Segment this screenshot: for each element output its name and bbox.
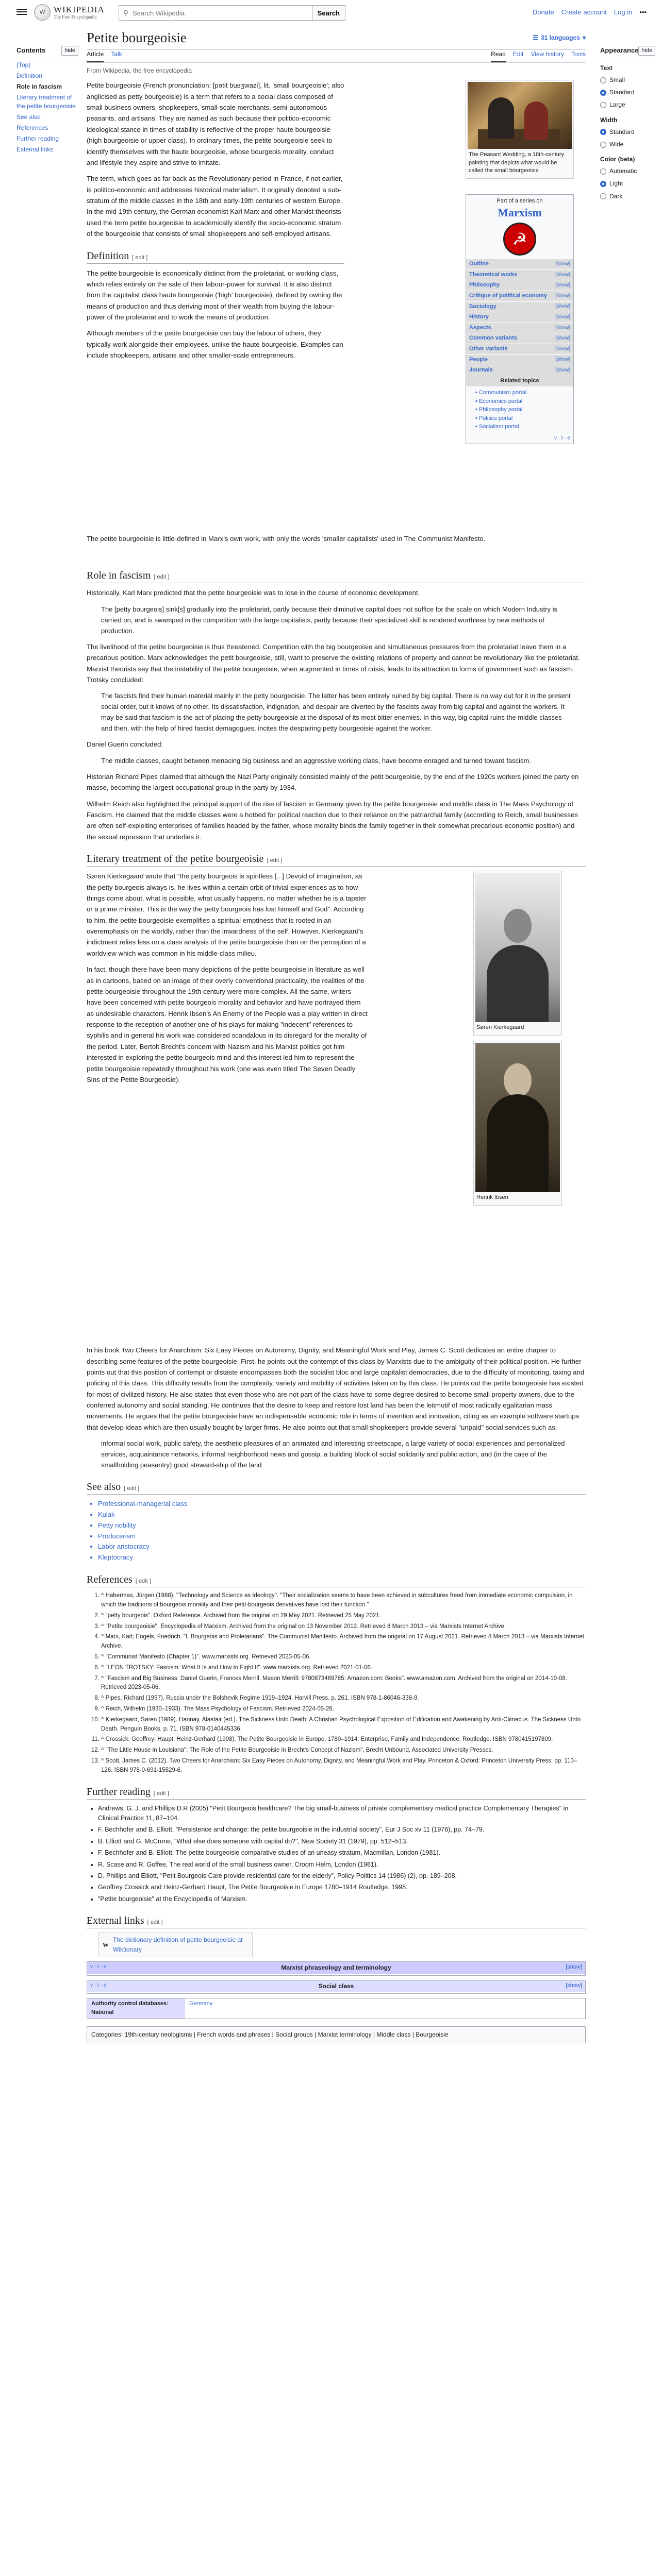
further-reading-item: • B. Elliott and G. McCrone, "What else does someone with capital do?", New Society 31 (1979), pp. 512–513.	[98, 1837, 586, 1846]
text-size-options	[600, 75, 652, 110]
series-label: Part of a series on	[496, 198, 543, 205]
reference-item: 6. ^ "LEON TROTSKY: Fascism: What It Is and How to Fight It". www.marxists.org. Retrieved 2021-01-06.	[101, 1664, 586, 1673]
further-reading-item: • "Petite bourgeoisie" at the Encyclopedia of Marxism.	[98, 1894, 586, 1904]
see-also-heading-text: See also	[87, 1481, 121, 1493]
intro-paragraph-2: The term, which goes as far back as the Revolutionary period in France, if not earlier, is politico-economic and addresses historical materialism. It originally denoted a sub-stratum of the middle classes in the 18th and early-19th centuries of western Europe. In the mid-19th century, the German economist Karl Marx and other Marxist theorists used the term petite bourgeoisie to academically identify the socio-economic stratum of the bourgeoisie that consists of small shopkeepers and self-employed artisans.	[87, 175, 343, 238]
fascism-heading-text: Role in fascism	[87, 570, 151, 582]
portal-link[interactable]: ▪ Economics portal	[475, 398, 523, 404]
appearance-title: Appearance	[600, 46, 639, 54]
create-account-link[interactable]: Create account	[561, 8, 607, 16]
navbox-title-row	[87, 1980, 585, 1993]
appearance-option[interactable]	[600, 127, 652, 137]
painting-figure	[466, 80, 574, 179]
reference-item: 11. ^ Crossick, Geoffrey; Haupt, Heinz-Gerhard (1998). The Petite Bourgeoisie in Europe, 1780–1914: Enterprise, Family and Independence. Routledge. ISBN 9780415197809.	[101, 1735, 586, 1744]
further-reading-heading	[87, 1785, 586, 1800]
navbox-title[interactable]: Social class	[318, 1982, 354, 1990]
navbox-vte[interactable]: v · t · e	[90, 1982, 107, 1988]
option-label: Small	[609, 76, 625, 83]
option-label: Standard	[609, 89, 635, 96]
see-also-item[interactable]: • Labor aristocracy	[98, 1541, 586, 1552]
see-also-item[interactable]: • Petty nobility	[98, 1520, 586, 1531]
wiktionary-icon: W	[103, 1941, 109, 1948]
toc-item[interactable]: References	[16, 124, 48, 131]
authority-control-navbox	[87, 1998, 586, 2019]
see-also-item[interactable]: • Producerism	[98, 1531, 586, 1542]
marxism-row-show[interactable]: [show]	[555, 357, 570, 363]
literary-paragraph-2: In fact, though there have been many depictions of the petite bourgeoisie in literature as well as in cartoons, based on an image of their overly conventional practicality, the realities of the petite bourgeoisie throughout the 19th century were more complex. All the same, writers have been concerned with petite bourgeois morality and behavior and have portrayed them as undesirable characters. Henrik Ibsen's An Enemy of the People was a play written in direct response to the reception of another one of his plays for making "indecent" references to syphilis and in general his work was considered scandalous in its disregard for the morality of the period. Later, Bertolt Brecht's concern with Nazism and his Marxist politics got him interested in exploring the petite bourgeois mind and this interest led him to represent the petite bourgeoisie repeatedly throughout his work (one was even titled The Seven Deadly Sins of the Petite Bourgeoisie).	[87, 965, 368, 1083]
wikipedia-logo[interactable]	[34, 4, 105, 21]
toc-item[interactable]: (Top)	[16, 61, 31, 69]
see-also-item[interactable]: • Kulak	[98, 1510, 586, 1520]
search-button[interactable]: Search	[312, 5, 345, 21]
fascism-paragraph-5: Wilhelm Reich also highlighted the principal support of the rise of fascism in Germany given by the petite bourgeoisie and middle class in The Mass Psychology of Fascism. He claimed that the middle classes were a hotbed for political reaction due to their reliance on the patriarchal family (according to Reich, small businesses are often self-exploiting enterprises of families headed by the father, whose morality binds the family together in their somewhat precarious economic position) and the sexual repression that underlies it.	[87, 800, 578, 841]
tab-view-history[interactable]: View history	[531, 50, 564, 58]
radio-button[interactable]	[600, 129, 606, 135]
marxism-row[interactable]	[466, 365, 573, 376]
definition-heading-text: Definition	[87, 250, 129, 262]
radio-button[interactable]	[600, 77, 606, 83]
radio-button[interactable]	[600, 168, 606, 175]
option-label: Standard	[609, 128, 635, 135]
site-header	[0, 0, 662, 26]
toc-item[interactable]: Literary treatment of the petite bourgeoisie	[16, 94, 76, 110]
radio-button[interactable]	[600, 90, 606, 96]
marxism-row-label[interactable]: Journals	[469, 367, 493, 374]
reference-item: 9. ^ Reich, Wilhelm (1930–1933). The Mass Psychology of Fascism. Retrieved 2024-05-26.	[101, 1705, 586, 1714]
search-box	[119, 5, 345, 21]
marxism-row[interactable]	[466, 301, 573, 312]
radio-button[interactable]	[600, 142, 606, 148]
chevron-down-icon: ▾	[582, 33, 586, 41]
further-reading-item: • Andrews, G. J. and Phillips D.R (2005) "Petit Bourgeois healthcare? The big small-business of private complementary medical practice Complementary Therapies" in Clinical Practice 11, 87–104.	[98, 1804, 586, 1824]
marxism-row-label[interactable]: Other variants	[469, 346, 508, 352]
appearance-hide-button[interactable]: hide	[638, 46, 655, 56]
user-links	[533, 7, 647, 18]
reference-item: 12. ^ "The Little House in Louisiana": The Role of the Petite Bourgeoisie in Brecht's Concept of Nazism", Brecht Unbound, Associated University Presses.	[101, 1746, 586, 1755]
portal-link[interactable]: ▪ Socialism portal	[475, 423, 519, 430]
search-icon: ⚲	[123, 8, 129, 17]
reference-item: 5. ^ "Communist Manifesto (Chapter 1)". www.marxists.org. Retrieved 2023-05-06.	[101, 1653, 586, 1662]
reference-item: 8. ^ Pipes, Richard (1997). Russia under the Bolshevik Regime 1919–1924. Harvill Press. p. 261. ISBN 978-1-86046-338-9.	[101, 1694, 586, 1703]
logo-wordmark: WIKIPEDIA	[54, 5, 105, 14]
page-title-text: Petite bourgeoisie	[87, 30, 187, 45]
literary-paragraph-1: Søren Kierkegaard wrote that "the petty bourgeois is spiritless [...] Devoid of imagination, as the petty bourgeois always is, he lives within a certain orbit of trivial experiences as to how things come about, what is possible, what usually happens, no matter whether he is a tapster or a prime minister. This is the way the petty bourgeois has lost himself and God". According to him, the petite bourgeoisie exemplifies a spiritual emptiness that is rooted in an overemphasis on the worldly, rather than the inwardness of the self. However, Kierkegaard's indictment relies less on a class analysis of the petite bourgeoisie than on the perception of a worldview which was common in his middle-class milieu.	[87, 872, 367, 957]
marxism-row-show[interactable]: [show]	[555, 367, 570, 373]
peasant-wedding-painting[interactable]	[468, 82, 572, 149]
marxism-row-label[interactable]: History	[469, 314, 489, 320]
edit-definition-link[interactable]: [ edit ]	[132, 254, 148, 261]
reference-item: 3. ^ "Petite bourgeoisie". Encyclopedia of Marxism. Archived from the original on 13 November 2012. Retrieved 8 March 2013 – via Marxists Internet Archive.	[101, 1622, 586, 1632]
navbox-show-button[interactable]: [show]	[566, 1964, 582, 1971]
navbox-title-row	[87, 1962, 585, 1975]
option-label: Large	[609, 101, 625, 109]
color-title: Color (beta)	[600, 156, 635, 163]
page-title	[87, 27, 586, 49]
appearance-option[interactable]	[600, 140, 652, 149]
category-links[interactable]: Categories: 19th-century neologisms | French words and phrases | Social groups | Marxist terminology | Middle class | Bourgeoisie	[87, 2026, 586, 2043]
kierkegaard-caption: Søren Kierkegaard	[476, 1024, 524, 1031]
edit-fascism-link[interactable]: [ edit ]	[154, 574, 170, 581]
navbox-vte-links[interactable]: v · t · e	[554, 435, 570, 441]
translate-icon: ☰	[533, 33, 538, 41]
navbox-vte[interactable]: v · t · e	[90, 1964, 107, 1970]
tab-tools[interactable]: Tools	[571, 50, 586, 58]
toc-item[interactable]: Definition	[16, 72, 43, 79]
intro-paragraph-1: Petite bourgeoisie (French pronunciation: [pətit buʁʒwazi], lit. 'small bourgeoisie'; also anglicised as petty bourgeoisie) is a term that refers to a social class composed of small business owners, shopkeepers, small-scale merchants, semi-autonomous peasants, and artisans. They are named as such because their politico-economic ideological stance in times of stability is reflective of the proper haute bourgeoisie (high bourgeoisie or upper class). In ordinary times, the petite bourgeoisie seek to identify themselves with the haute bourgeoisie, whose bourgeois morality, conduct and lifestyle they aspire and strive to imitate.	[87, 81, 344, 166]
tagline: From Wikipedia, the free encyclopedia	[87, 67, 192, 75]
appearance-option[interactable]	[600, 100, 652, 110]
fascism-paragraph-4: Historian Richard Pipes claimed that although the Nazi Party originally consisted mainly of the petit bourgeoisie, by the end of the 1920s workers joined the party en masse, becoming the largest occupational group in the party by 1934.	[87, 772, 579, 792]
donate-link[interactable]: Donate	[532, 8, 554, 16]
tab-read[interactable]: Read	[491, 49, 506, 62]
marxist-terminology-navbox	[87, 1961, 586, 1975]
appearance-option[interactable]	[600, 192, 652, 201]
marxism-row-show[interactable]: [show]	[555, 293, 570, 299]
definition-heading	[87, 249, 344, 264]
marxism-row[interactable]	[466, 291, 573, 301]
portal-link[interactable]: ▪ Communism portal	[475, 389, 527, 396]
hammer-sickle-icon: ☭	[503, 223, 536, 256]
toc-item[interactable]: Further reading	[16, 135, 59, 143]
marxism-row-show[interactable]: [show]	[555, 261, 570, 267]
tab-edit[interactable]: Edit	[512, 50, 524, 58]
language-button[interactable]	[533, 34, 586, 42]
marxism-row[interactable]	[466, 323, 573, 333]
toc-title: Contents	[16, 46, 46, 54]
marxism-row-label[interactable]: Theoretical works	[469, 271, 518, 278]
table-of-contents	[16, 45, 78, 156]
see-also-item[interactable]: • Kleptocracy	[98, 1552, 586, 1563]
tab-talk[interactable]: Talk	[111, 50, 122, 58]
logo-tagline: The Free Encyclopedia	[54, 14, 97, 20]
marxism-row-show[interactable]: [show]	[555, 314, 570, 320]
toc-hide-button[interactable]: hide	[61, 46, 78, 56]
series-title[interactable]: Marxism	[498, 206, 542, 219]
more-options-button[interactable]: •••	[639, 8, 647, 16]
option-label: Automatic	[609, 167, 637, 175]
marxism-row[interactable]	[466, 354, 573, 365]
ibsen-portrait[interactable]	[475, 1043, 560, 1192]
appearance-option[interactable]	[600, 88, 652, 97]
edit-literary-link[interactable]: [ edit ]	[267, 857, 283, 864]
edit-references-link[interactable]: [ edit ]	[135, 1578, 151, 1585]
literary-heading-text: Literary treatment of the petite bourgeoisie	[87, 853, 264, 865]
fascism-paragraph-2: The livelihood of the petite bourgeoisie is thus threatened. Competition with the big bourgeoisie and simultaneous pressures from the proletariat leave them in a precarious position. Marx acknowledges the petit bourgeoisie, still, want to preserve the existing relations of property and cannot be revolutionary like the proletariat. Marxist theorists say that the instability of the petite bourgeoisie, when augmented in times of crisis, leads to its attraction to forms of government such as fascism. Trotsky concluded:	[87, 642, 580, 684]
marxism-row-label[interactable]: Aspects	[469, 324, 491, 331]
further-reading-list	[98, 1804, 586, 1904]
search-input[interactable]	[133, 6, 312, 20]
wiktionary-link[interactable]: The dictionary definition of petite bourgeoisie at Wiktionary	[113, 1936, 243, 1954]
further-reading-item: • R. Scase and R. Goffee, The real world of the small business owner, Croom Helm, London (1981).	[98, 1860, 586, 1870]
reference-list	[101, 1591, 586, 1775]
wiktionary-box	[98, 1933, 253, 1957]
see-also-item[interactable]: • Professional-managerial class	[98, 1499, 586, 1510]
width-options	[600, 127, 652, 149]
further-reading-item: • F. Bechhofer and B. Elliott: The petite bourgeoisie comparative studies of an uneasy stratum, Macmillan, London (1981).	[98, 1848, 586, 1858]
navbox-title[interactable]: Marxist phraseology and terminology	[281, 1964, 391, 1972]
main-menu-button[interactable]	[16, 7, 27, 15]
see-also-list	[98, 1499, 586, 1563]
literary-heading	[87, 852, 586, 867]
marxism-row-label[interactable]: Sociology	[469, 303, 496, 310]
further-reading-item: • Geoffrey Crossick and Heinz-Gerhard Haupt, The Petite Bourgeoisie in Europe 1780–1914 Routledge. 1998.	[98, 1883, 586, 1892]
ibsen-caption: Henrik Ibsen	[476, 1194, 508, 1201]
marx-quote: The [petty bourgeois] sink[s] gradually into the proletariat, partly because their diminutive capital does not suffice for the scale on which Modern Industry is carried on, and is swamped in the competition with the large capitalists, partly because their specialized skill is rendered worthless by new methods of production.	[101, 605, 557, 635]
reference-item: 13. ^ Scott, James C. (2012). Two Cheers for Anarchism: Six Easy Pieces on Autonomy, Dignity, and Meaningful Work and Play. Princeton & Oxford: Princeton University Press. pp. 110–126. ISBN 978-0-691-15529-6.	[101, 1757, 586, 1775]
navbox-show-button[interactable]: [show]	[566, 1982, 582, 1989]
reference-item: 4. ^ Marx, Karl; Engels, Friedrich. "I. Bourgeois and Proletarians". The Communist Manifesto. Archived from the original on 17 August 2021. Retrieved 8 March 2013 – via Marxists Internet Archive.	[101, 1633, 586, 1651]
appearance-option[interactable]	[600, 75, 652, 85]
reference-item: 7. ^ "Fascism and Big Business: Daniel Guerin, Frances Merrill, Mason Merrill: 9780873489785: Amazon.com: Books". www.amazon.com. Archived from the original on 2014-10-08. Retrieved 2023-05-06.	[101, 1674, 586, 1693]
reference-item: 2. ^ "petty bourgeois". Oxford Reference. Archived from the original on 29 May 2021. Retrieved 25 May 2021.	[101, 1612, 586, 1621]
further-reading-heading-text: Further reading	[87, 1786, 151, 1798]
width-title: Width	[600, 116, 618, 124]
reference-item: 10. ^ Kierkegaard, Søren (1989). Hannay, Alastair (ed.). The Sickness Unto Death: A Christian Psychological Exposition of Edification and Awakening by Anti-Climacus. The Sickness Unto Death. Penguin Books. p. 71. ISBN 978-0140445336.	[101, 1716, 586, 1734]
marxism-row-show[interactable]: [show]	[555, 282, 570, 289]
toc-list	[16, 61, 78, 154]
edit-see-also-link[interactable]: [ edit ]	[124, 1485, 140, 1492]
marxism-row-show[interactable]: [show]	[555, 346, 570, 352]
marxism-row[interactable]	[466, 259, 573, 269]
painting-caption: The Peasant Wedding, a 16th-century painting that depicts what would be called the small bourgeoisie	[469, 151, 565, 174]
option-label: Dark	[609, 192, 623, 200]
radio-button[interactable]	[600, 193, 606, 199]
marxism-row-show[interactable]: [show]	[555, 325, 570, 331]
guerin-quote: The middle classes, caught between menacing big business and an aggressive working class, have become enraged and turned toward fascism.	[101, 756, 531, 765]
portal-list	[466, 386, 573, 433]
toc-item[interactable]: See also	[16, 113, 41, 121]
portal-link[interactable]: ▪ Philosophy portal	[475, 406, 523, 413]
reference-item: 1. ^ Habermas, Jürgen (1988). "Technology and Science as Ideology". "Their socialization seems to have been achieved in subcultures freed from immediate economic compulsion, in which the traditions of bourgeois morality and their petit-bourgeois derivatives have lost their function."	[101, 1591, 586, 1610]
option-label: Wide	[609, 140, 624, 148]
page-tabs	[87, 50, 586, 63]
radio-button[interactable]	[600, 102, 606, 108]
marxism-row[interactable]	[466, 333, 573, 344]
references-heading	[87, 1572, 586, 1587]
scott-quote: informal social work, public safety, the aesthetic pleasures of an animated and interesting streetscape, a large variety of social experiences and personalized services, acquaintance networks, informal neighborhood news and gossip, a building block of social solidarity and public action, and (in the case of the smallholding peasantry) good steward-ship of the land	[101, 1439, 565, 1469]
language-count: 31 languages	[540, 33, 580, 41]
marxism-row-show[interactable]: [show]	[555, 335, 570, 342]
fascism-paragraph-1: Historically, Karl Marx predicted that the petite bourgeoisie was to lose in the course of economic development.	[87, 589, 420, 597]
appearance-panel	[600, 45, 652, 204]
references-heading-text: References	[87, 1574, 133, 1586]
see-also-heading	[87, 1480, 586, 1495]
tab-article[interactable]: Article	[87, 49, 104, 62]
marxism-row[interactable]	[466, 269, 573, 280]
marxism-row-show[interactable]: [show]	[555, 272, 570, 278]
toc-item[interactable]: External links	[16, 146, 54, 154]
option-label: Light	[609, 180, 623, 188]
kierkegaard-figure	[473, 871, 562, 1035]
ibsen-figure	[473, 1041, 562, 1205]
radio-button[interactable]	[600, 181, 606, 187]
kierkegaard-portrait[interactable]	[475, 873, 560, 1022]
authority-value[interactable]: Germany	[189, 2000, 213, 2007]
further-reading-item: • F. Bechhofer and B. Elliott, "Persistence and change: the petite bourgeoisie in the industrial society", Eur J Soc xv 11 (1976), pp. 74–79.	[98, 1825, 586, 1835]
color-options	[600, 166, 652, 201]
trotsky-quote: The fascists find their human material mainly in the petty bourgeoisie. The latter has been entirely ruined by big capital. There is no way out for it in the present social order, but it knows of no other. Its dissatisfaction, indignation, and despair are diverted by the fascists away from big capital and against the workers. It may be said that fascism is the act of placing the petty bourgeoisie at the disposal of its most bitter enemies. In this way, big capital ruins the middle classes and then, with the help of hired fascist demagogues, incites the despairing petty bourgeoisie against the worker.	[101, 692, 571, 733]
external-links-heading	[87, 1913, 586, 1928]
further-reading-item: • D. Phillips and Elliott, "Petit Bourgeois Care provide residential care for the elderly", Policy Politics 14 (1986) (2), pp. 189–208.	[98, 1871, 586, 1881]
authority-label: Authority control databases: National	[87, 1998, 185, 2019]
fascism-paragraph-3: Daniel Guerin concluded:	[87, 740, 163, 749]
external-links-heading-text: External links	[87, 1915, 144, 1927]
marxism-row[interactable]	[466, 344, 573, 354]
marxism-row-label[interactable]: People	[469, 356, 488, 363]
marxism-sidebar	[466, 194, 574, 444]
marxism-row[interactable]	[466, 280, 573, 291]
marxism-row[interactable]	[466, 312, 573, 323]
marxism-related-topics: Related topics	[466, 376, 573, 387]
toc-item[interactable]: Role in fascism	[16, 83, 62, 91]
marxism-row-label[interactable]: Common variants	[469, 335, 517, 342]
edit-external-link[interactable]: [ edit ]	[147, 1919, 163, 1926]
appearance-option[interactable]	[600, 166, 652, 176]
wikipedia-globe-icon: W	[34, 4, 51, 21]
edit-further-link[interactable]: [ edit ]	[153, 1790, 169, 1797]
marxism-row-label[interactable]: Outline	[469, 261, 489, 267]
portal-link[interactable]: ▪ Politics portal	[475, 415, 513, 421]
marxism-row-label[interactable]: Philosophy	[469, 282, 500, 289]
login-link[interactable]: Log in	[614, 8, 633, 16]
definition-paragraph-2: Although members of the petite bourgeoisie can buy the labour of others, they typically work alongside their employees, unlike the haute bourgeoisie. Examples can include shopkeepers, artisans and other smaller-scale entrepreneurs.	[87, 329, 343, 360]
definition-paragraph-1: The petite bourgeoisie is economically distinct from the proletariat, or working class, which relies entirely on the sale of their labour-power for survival. It is also distinct from the capitalist class haute bourgeoisie ('high' bourgeoisie), defined by owning the means of production and thus deriving most of their wealth from buying the labour-power of the proletariat and to work the means of production.	[87, 269, 342, 321]
marxism-row-label[interactable]: Critique of political economy	[469, 293, 547, 299]
marxism-row-show[interactable]: [show]	[555, 303, 570, 310]
literary-paragraph-3: In his book Two Cheers for Anarchism: Six Easy Pieces on Autonomy, Dignity, and Meaningful Work and Play, James C. Scott dedicates an entire chapter to describing some features of the petite bourgeoisie. First, he points out the contempt of this class by Marxists due to the ambiguity of their political position. He further points out that this position of contempt or distaste encompasses both the socialist bloc and large capitalist democracies, due to the difficulty of monitoring, taxing and policing of this class. This difficulty results from the complexity, variety and mobility of activities taken on by this class. He points out the petite bourgeoisie has existed for most of civilized history. He also states that even those who are not part of the class have to some degree desired to become small property owners, due to the conferred autonomy and social standing. He continues that the desire to keep and restore lost land has been the leitmotif of most radically egalitarian mass movements. He argues that the petite bourgeoisie have an indispensable economic role in terms of invention and innovation, citing as an example software startups that develop ideas which are then usually bought by larger firms. He also points out that small shopkeepers provide several "unpaid" social services such as:	[87, 1346, 585, 1431]
main-content	[87, 27, 586, 2043]
social-class-navbox	[87, 1980, 586, 1994]
appearance-option[interactable]	[600, 179, 652, 189]
article-body	[87, 80, 586, 2043]
definition-paragraph-3: The petite bourgeoisie is little-defined in Marx's own work, with only the words 'smaller capitalists' used in The Communist Manifesto.	[87, 535, 486, 543]
text-size-title: Text	[600, 64, 613, 72]
